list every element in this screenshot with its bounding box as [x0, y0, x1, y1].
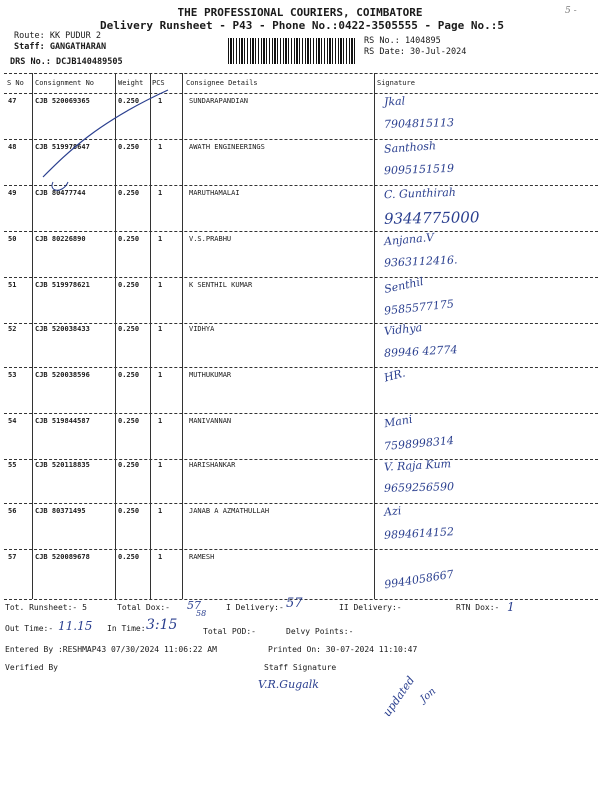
col-pcs: PCS [152, 79, 165, 87]
runsheet-title: Delivery Runsheet - P43 - Phone No.:0422-3505555 - Page No.:5 [100, 19, 504, 32]
row-separator [4, 231, 598, 232]
row-signature-hand: V. Raja Kum [383, 457, 452, 474]
col-divider [374, 73, 375, 599]
tot-runsheet: Tot. Runsheet:- 5 [5, 603, 87, 612]
row-sno: 47 [8, 97, 17, 105]
updated-note-hand: updated [380, 674, 418, 719]
row-pcs: 1 [158, 281, 163, 289]
col-weight: Weight [118, 79, 144, 87]
row-signature-hand: Mani [383, 412, 414, 431]
barcode-image [228, 38, 356, 64]
row-sno: 48 [8, 143, 17, 151]
table-top-rule [4, 73, 598, 74]
row-signature-hand: Vidhya [383, 321, 423, 338]
col-divider [182, 73, 183, 599]
row-weight: 0.250 [118, 371, 140, 379]
row-phone-hand: 9894614152 [383, 525, 455, 542]
row-weight: 0.250 [118, 553, 140, 561]
col-consignment: Consignment No [35, 79, 95, 87]
row-weight: 0.250 [118, 461, 140, 469]
corner-mark: 5 - [565, 6, 577, 16]
row-consignment-no: CJB 519978621 [35, 281, 90, 289]
row-phone-hand: 9585577175 [383, 297, 455, 318]
total-dox-hand2: 58 [196, 609, 207, 618]
row-pcs: 1 [158, 371, 163, 379]
row-consignment-no: CJB 519844587 [35, 417, 90, 425]
row-weight: 0.250 [118, 189, 140, 197]
row-consignment-no: CJB 80371495 [35, 507, 86, 515]
row-signature-hand: HR. [382, 366, 407, 385]
out-time-label: Out Time:- [5, 624, 54, 633]
row-phone-hand: 9344775000 [383, 208, 480, 228]
row-separator [4, 367, 598, 368]
row-weight: 0.250 [118, 235, 140, 243]
row-consignee: JANAB A AZMATHULLAH [189, 507, 270, 515]
second-note-hand: Jon [418, 685, 439, 706]
row-consignee: MARUTHAMALAI [189, 189, 240, 197]
row-separator [4, 277, 598, 278]
row-phone-hand: 9659256590 [383, 480, 455, 495]
out-time-hand: 11.15 [58, 619, 93, 633]
row-consignment-no: CJB 80226890 [35, 235, 86, 243]
row-signature-hand: C. Gunthirah [383, 185, 457, 202]
rtn-dox-hand: 1 [507, 600, 515, 614]
row-weight: 0.250 [118, 97, 140, 105]
staff-signature-label: Staff Signature [264, 663, 337, 672]
staff-signature-hand: V.R.Gugalk [258, 678, 319, 691]
row-pcs: 1 [158, 461, 163, 469]
total-dox-label: Total Dox:- [117, 603, 170, 612]
col-sno: S No [7, 79, 24, 87]
row-sno: 49 [8, 189, 17, 197]
row-pcs: 1 [158, 507, 163, 515]
row-phone-hand: 9944058667 [383, 567, 455, 592]
row-phone-hand: 7904815113 [383, 116, 455, 131]
row-pcs: 1 [158, 143, 163, 151]
row-signature-hand: Anjana.V [383, 230, 435, 249]
row-signature-hand: Jkal [383, 94, 406, 109]
printed-on: Printed On: 30-07-2024 11:10:47 [268, 645, 418, 654]
row-consignment-no: CJB 80477744 [35, 189, 86, 197]
row-signature-hand: Santhosh [383, 139, 437, 156]
row-separator [4, 459, 598, 460]
row-sno: 51 [8, 281, 17, 289]
row-consignee: VIDHYA [189, 325, 215, 333]
row-sno: 55 [8, 461, 17, 469]
row-consignment-no: CJB 520069365 [35, 97, 90, 105]
total-pod-label: Total POD:- [203, 627, 256, 636]
drs-number: DRS No.: DCJB140489505 [10, 57, 123, 67]
row-sno: 53 [8, 371, 17, 379]
row-sno: 54 [8, 417, 17, 425]
row-phone-hand: 89946 42774 [383, 343, 458, 360]
row-consignee: K SENTHIL KUMAR [189, 281, 253, 289]
rs-date: RS Date: 30-Jul-2024 [364, 47, 467, 57]
entered-by: Entered By :RESHMAP43 07/30/2024 11:06:22 AM [5, 645, 217, 654]
row-consignment-no: CJB 519978647 [35, 143, 90, 151]
row-weight: 0.250 [118, 507, 140, 515]
row-consignee: MANIVANNAN [189, 417, 232, 425]
row-sno: 50 [8, 235, 17, 243]
row-sno: 52 [8, 325, 17, 333]
row-signature-hand: Senthil [383, 275, 425, 296]
col-divider [32, 73, 33, 599]
row-separator [4, 503, 598, 504]
row-consignee: AWATH ENGINEERINGS [189, 143, 265, 151]
row-weight: 0.250 [118, 325, 140, 333]
checkmark-icon [38, 82, 178, 202]
row-consignment-no: CJB 520118835 [35, 461, 90, 469]
in-time-label: In Time: [107, 624, 146, 633]
row-weight: 0.250 [118, 281, 140, 289]
row-signature-hand: Azi [383, 504, 402, 519]
row-pcs: 1 [158, 97, 163, 105]
row-pcs: 1 [158, 325, 163, 333]
in-time-hand: 3:15 [146, 617, 178, 633]
i-delivery-label: I Delivery:- [226, 603, 284, 612]
row-consignee: MUTHUKUMAR [189, 371, 232, 379]
rtn-dox-label: RTN Dox:- [456, 603, 500, 612]
row-pcs: 1 [158, 189, 163, 197]
row-consignee: RAMESH [189, 553, 215, 561]
row-phone-hand: 7598998314 [383, 433, 455, 454]
row-sno: 56 [8, 507, 17, 515]
row-consignment-no: CJB 520038433 [35, 325, 90, 333]
delvy-points-label: Delvy Points:- [286, 627, 354, 636]
row-separator [4, 549, 598, 550]
total-dox-hand: 57 [187, 599, 201, 612]
row-separator [4, 413, 598, 414]
row-weight: 0.250 [118, 417, 140, 425]
row-consignment-no: CJB 520038596 [35, 371, 90, 379]
col-consignee: Consignee Details [186, 79, 258, 87]
row-phone-hand: 9363112416. [383, 253, 458, 270]
row-pcs: 1 [158, 235, 163, 243]
row-consignee: HARISHANKAR [189, 461, 236, 469]
row-separator [4, 323, 598, 324]
row-weight: 0.250 [118, 143, 140, 151]
row-consignment-no: CJB 520089678 [35, 553, 90, 561]
row-consignee: SUNDARAPANDIAN [189, 97, 249, 105]
row-sno: 57 [8, 553, 17, 561]
row-consignee: V.S.PRABHU [189, 235, 232, 243]
route-label: Route: KK PUDUR 2 [14, 31, 101, 41]
row-pcs: 1 [158, 553, 163, 561]
row-phone-hand: 9095151519 [383, 161, 455, 178]
ii-delivery-label: II Delivery:- [339, 603, 402, 612]
col-signature: Signature [377, 79, 415, 87]
company-title: THE PROFESSIONAL COURIERS, COIMBATORE [177, 6, 423, 19]
i-delivery-hand: 57 [286, 596, 303, 611]
rs-number: RS No.: 1404895 [364, 36, 441, 46]
verified-by-label: Verified By [5, 663, 58, 672]
row-pcs: 1 [158, 417, 163, 425]
staff-label: Staff: GANGATHARAN [14, 42, 107, 52]
